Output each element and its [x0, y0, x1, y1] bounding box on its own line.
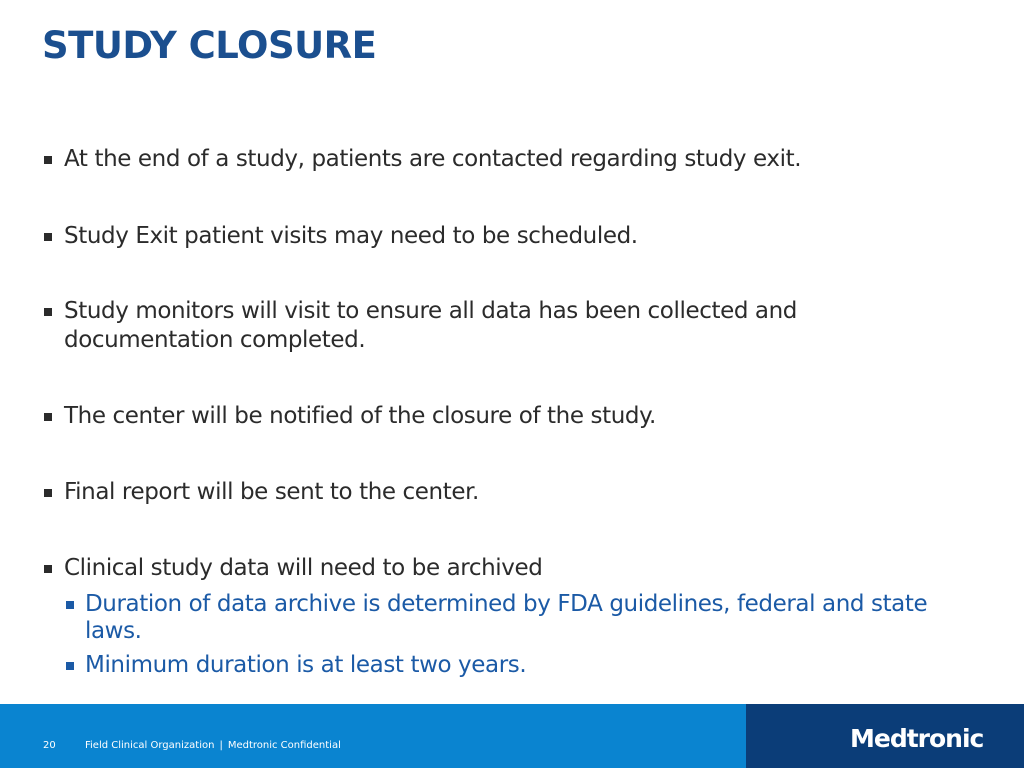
square-sub-bullet-icon [66, 601, 74, 609]
square-bullet-icon [44, 489, 52, 497]
bullet-text: Final report will be sent to the center. [64, 479, 479, 505]
square-bullet-icon [44, 413, 52, 421]
bullet-item [42, 222, 942, 251]
medtronic-logo: Medtronic [850, 724, 984, 753]
square-bullet-icon [44, 156, 52, 164]
footer-separator: | [219, 740, 223, 751]
square-bullet-icon [44, 565, 52, 573]
square-bullet-icon [44, 308, 52, 316]
bullet-item [42, 478, 942, 507]
sub-bullet-item [64, 591, 964, 645]
sub-bullet-text: Minimum duration is at least two years. [85, 652, 527, 678]
bullet-item [42, 402, 942, 431]
page-number: 20 [43, 740, 56, 751]
footer [0, 704, 1024, 768]
bullet-text: Study monitors will visit to ensure all data has been collected and documentation completed. [64, 298, 797, 353]
square-bullet-icon [44, 233, 52, 241]
square-sub-bullet-icon [66, 662, 74, 670]
footer-confidentiality: Medtronic Confidential [227, 740, 341, 751]
bullet-item [42, 145, 942, 174]
bullet-text: At the end of a study, patients are contacted regarding study exit. [64, 146, 802, 172]
bullet-text: Clinical study data will need to be archived [64, 555, 543, 581]
bullet-text: The center will be notified of the closure of the study. [64, 403, 656, 429]
slide-title: STUDY CLOSURE [42, 24, 377, 67]
footer-organization: Field Clinical Organization [85, 740, 215, 751]
footer-caption [85, 740, 341, 751]
bullet-text: Study Exit patient visits may need to be scheduled. [64, 223, 638, 249]
footer-bar-left [0, 704, 746, 768]
sub-bullet-item [64, 652, 964, 679]
bullet-item [42, 554, 942, 583]
bullet-item [42, 297, 942, 355]
sub-bullet-text: Duration of data archive is determined by FDA guidelines, federal and state laws. [85, 591, 928, 644]
